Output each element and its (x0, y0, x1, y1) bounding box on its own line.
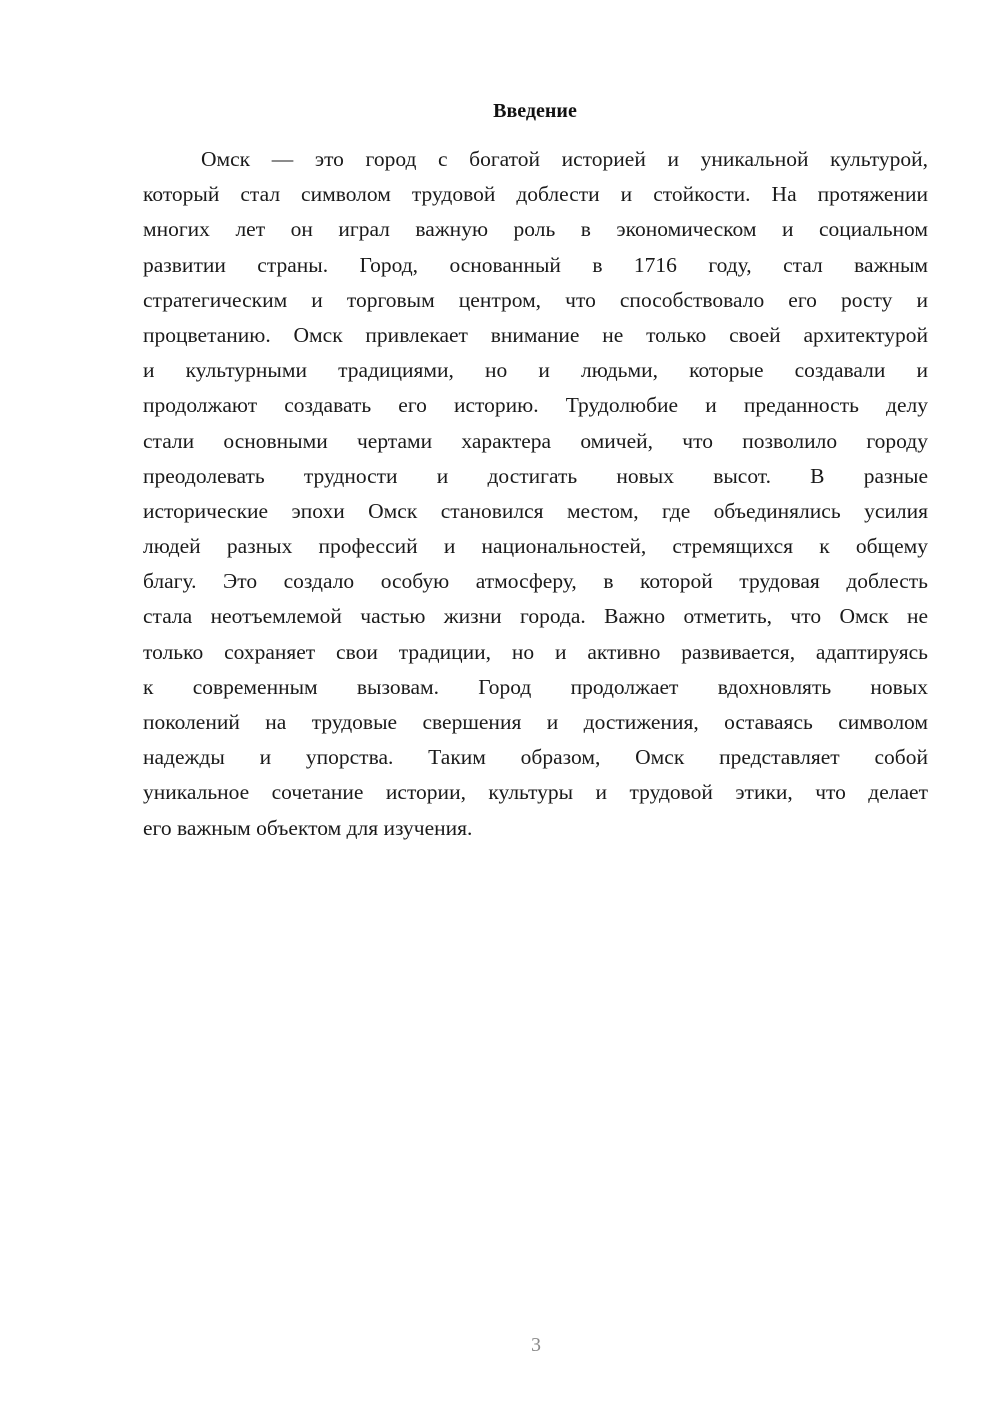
paragraph-line: и культурными традициями, но и людьми, которые создавали и (143, 358, 928, 383)
paragraph-line: исторические эпохи Омск становился местом, где объединялись усилия (143, 498, 928, 523)
paragraph-line: его важным объектом для изучения. (143, 815, 473, 840)
page-number: 3 (531, 1334, 541, 1356)
paragraph-line: Омск — это город с богатой историей и уникальной культурой, (201, 147, 928, 171)
paragraph-line: процветанию. Омск привлекает внимание не только своей архитектурой (143, 322, 928, 347)
paragraph-line: который стал символом трудовой доблести и стойкости. На протяжении (143, 182, 928, 207)
paragraph-line: надежды и упорства. Таким образом, Омск представляет собой (143, 745, 928, 770)
paragraph-line: к современным вызовам. Город продолжает вдохновлять новых (143, 674, 928, 699)
paragraph-line: людей разных профессий и национальностей, стремящихся к общему (143, 534, 928, 559)
paragraph-line: только сохраняет свои традиции, но и активно развивается, адаптируясь (143, 639, 928, 664)
paragraph-line: благу. Это создало особую атмосферу, в которой трудовая доблесть (143, 569, 928, 594)
body-paragraph (143, 142, 928, 846)
paragraph-line: развитии страны. Город, основанный в 1716 году, стал важным (143, 252, 928, 277)
paragraph-line: многих лет он играл важную роль в экономическом и социальном (143, 217, 928, 242)
paragraph-line: преодолевать трудности и достигать новых высот. В разные (143, 463, 928, 488)
paragraph-line: стала неотъемлемой частью жизни города. Важно отметить, что Омск не (143, 604, 928, 629)
paragraph-line: стали основными чертами характера омичей, что позволило городу (143, 428, 928, 453)
paragraph-line: поколений на трудовые свершения и достижения, оставаясь символом (143, 710, 928, 734)
paragraph-line: продолжают создавать его историю. Трудолюбие и преданность делу (143, 393, 928, 418)
section-title: Введение (493, 100, 577, 122)
paragraph-line: уникальное сочетание истории, культуры и трудовой этики, что делает (143, 780, 928, 805)
paragraph-line: стратегическим и торговым центром, что способствовало его росту и (143, 287, 928, 312)
